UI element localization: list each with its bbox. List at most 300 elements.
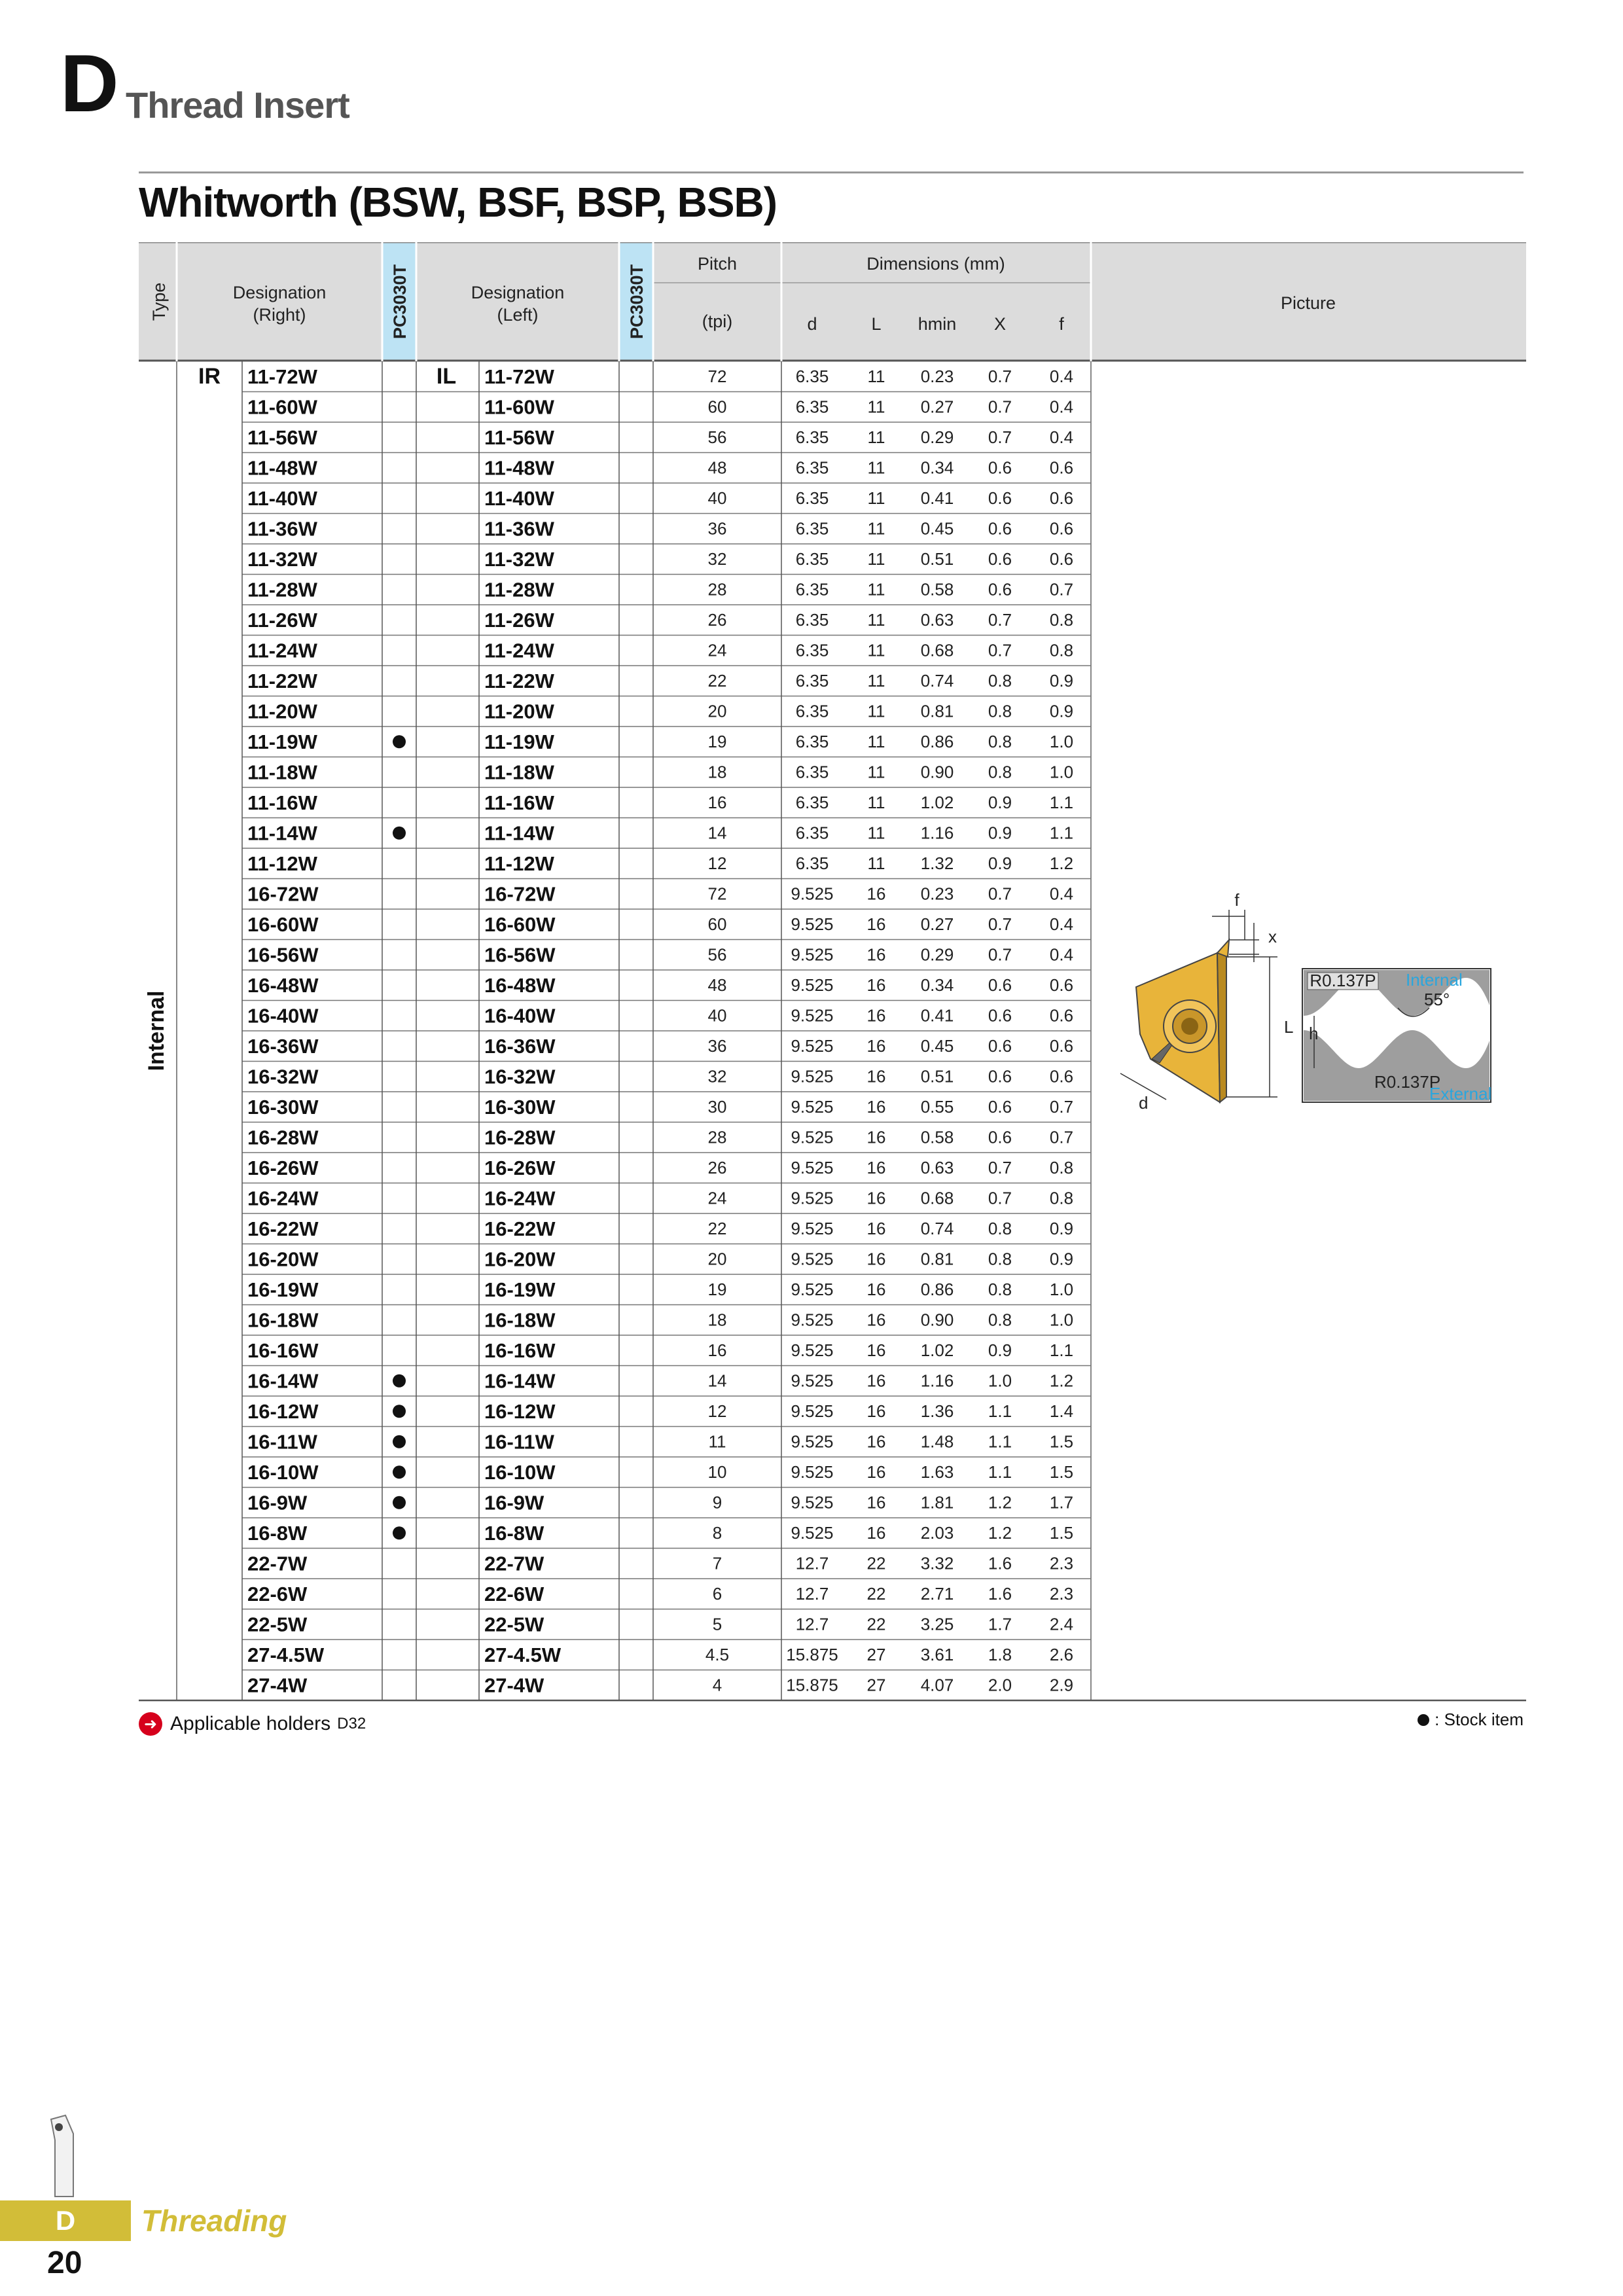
cell-hmin: 0.74	[920, 1219, 954, 1238]
thread-profile-box	[1302, 969, 1491, 1103]
designation-left: 16-10W	[484, 1461, 556, 1484]
cell-hmin: 2.71	[920, 1584, 954, 1604]
cell-pitch: 8	[712, 1523, 722, 1543]
cell-f: 0.8	[1049, 1158, 1074, 1177]
cell-d: 6.35	[795, 518, 829, 539]
cell-x: 0.9	[988, 823, 1012, 843]
section-letter: D	[60, 39, 119, 129]
cell-x: 0.8	[988, 1310, 1012, 1330]
cell-pitch: 24	[707, 640, 727, 660]
cell-d: 12.7	[795, 1614, 829, 1634]
cell-pitch: 5	[712, 1614, 722, 1634]
cell-hmin: 0.68	[920, 640, 954, 660]
cell-f: 0.8	[1049, 640, 1074, 660]
cell-x: 0.8	[988, 732, 1012, 751]
cell-f: 2.3	[1049, 1553, 1074, 1573]
cell-x: 0.6	[988, 975, 1012, 995]
cell-f: 2.3	[1049, 1584, 1074, 1604]
table-row	[242, 1244, 1091, 1275]
cell-d: 9.525	[791, 1462, 834, 1482]
designation-right: 16-20W	[247, 1247, 319, 1271]
table-row	[242, 1396, 1091, 1427]
cell-d: 9.525	[791, 1401, 834, 1421]
cell-d: 9.525	[791, 1158, 834, 1177]
cell-hmin: 0.45	[920, 518, 954, 539]
table-row	[242, 1640, 1091, 1670]
cell-pitch: 14	[707, 1371, 727, 1391]
cell-l: 16	[866, 1188, 886, 1208]
cell-x: 0.7	[988, 884, 1012, 904]
cell-hmin: 0.68	[920, 1188, 954, 1208]
applicable-holders[interactable]	[139, 1712, 366, 1736]
cell-x: 0.9	[988, 853, 1012, 873]
cell-hmin: 0.27	[920, 397, 954, 417]
cell-pitch: 36	[707, 518, 727, 539]
cell-pitch: 56	[707, 427, 727, 447]
cell-l: 16	[866, 975, 886, 995]
designation-left: 11-22W	[484, 670, 554, 692]
cell-pitch: 32	[707, 1066, 727, 1086]
dim-header-x: X	[993, 314, 1007, 334]
designation-right: 11-32W	[247, 548, 317, 571]
table-row	[242, 940, 1091, 971]
cell-hmin: 0.63	[920, 610, 954, 630]
table-row	[242, 1092, 1091, 1122]
cell-l: 16	[866, 914, 886, 934]
designation-right: 11-60W	[247, 395, 317, 419]
designation-right: 16-8W	[247, 1522, 308, 1545]
cell-d: 9.525	[791, 1219, 834, 1238]
designation-right: 16-24W	[247, 1187, 319, 1210]
cell-pitch: 9	[712, 1492, 722, 1513]
cell-l: 16	[866, 1462, 886, 1482]
designation-left: 11-14W	[484, 821, 554, 845]
cell-f: 1.5	[1049, 1431, 1074, 1452]
designation-left: 16-36W	[484, 1035, 556, 1058]
cell-f: 1.1	[1049, 1340, 1074, 1360]
designation-left: 22-5W	[484, 1613, 544, 1636]
cell-x: 0.7	[988, 397, 1012, 417]
cell-hmin: 3.25	[920, 1614, 954, 1634]
cell-d: 6.35	[795, 457, 829, 478]
cell-pitch: 16	[707, 793, 727, 812]
cell-pitch: 14	[707, 823, 727, 843]
cell-f: 0.4	[1049, 884, 1074, 904]
cell-l: 16	[866, 1371, 886, 1391]
holders-page-ref[interactable]: D32	[337, 1715, 366, 1732]
cell-l: 11	[867, 549, 885, 569]
cell-pitch: 32	[707, 549, 727, 569]
cell-x: 0.8	[988, 1219, 1012, 1238]
designation-right: 11-48W	[247, 456, 317, 480]
cell-hmin: 0.23	[920, 884, 954, 904]
cell-l: 16	[866, 1036, 886, 1056]
cell-l: 22	[866, 1614, 886, 1634]
cell-hmin: 0.45	[920, 1036, 954, 1056]
table-row	[242, 1122, 1091, 1153]
cell-hmin: 0.90	[920, 1310, 954, 1330]
designation-left: 11-19W	[484, 730, 554, 753]
designation-left: 16-28W	[484, 1126, 556, 1149]
cell-d: 9.525	[791, 1036, 834, 1056]
cell-hmin: 0.55	[920, 1097, 954, 1117]
cell-d: 12.7	[795, 1584, 829, 1604]
cell-d: 15.875	[786, 1675, 838, 1695]
designation-right: 16-10W	[247, 1461, 319, 1484]
dim-label-x: x	[1268, 927, 1277, 946]
table-row	[242, 666, 1091, 696]
cell-f: 0.6	[1049, 488, 1074, 508]
cell-hmin: 0.51	[920, 1066, 954, 1086]
designation-left: 22-7W	[484, 1552, 544, 1575]
cell-pitch: 7	[712, 1553, 722, 1573]
cell-l: 16	[866, 1097, 886, 1117]
designation-left: 11-12W	[484, 852, 554, 875]
cell-l: 16	[866, 1401, 886, 1421]
table-row	[242, 726, 1091, 757]
designation-right: 11-56W	[247, 426, 317, 449]
cell-hmin: 4.07	[920, 1675, 954, 1695]
cell-pitch: 4	[712, 1675, 722, 1695]
cell-hmin: 2.03	[920, 1523, 954, 1543]
cell-f: 0.6	[1049, 1036, 1074, 1056]
cell-d: 6.35	[795, 579, 829, 600]
table-row	[242, 1062, 1091, 1092]
table-row	[242, 1457, 1091, 1488]
cell-pitch: 12	[707, 853, 727, 873]
designation-right: 16-16W	[247, 1339, 319, 1362]
designation-left: 22-6W	[484, 1583, 544, 1605]
table-row	[242, 818, 1091, 849]
cell-f: 1.7	[1049, 1492, 1074, 1513]
cell-x: 0.7	[988, 914, 1012, 934]
dim-header-l: L	[871, 314, 882, 334]
cell-d: 6.35	[795, 549, 829, 569]
page-title: Whitworth (BSW, BSF, BSP, BSB)	[139, 179, 777, 226]
dim-header-hmin: hmin	[918, 314, 957, 334]
cell-l: 16	[866, 1066, 886, 1086]
designation-left: 11-20W	[484, 700, 554, 723]
cell-pitch: 28	[707, 579, 727, 600]
table-row	[242, 1549, 1091, 1579]
type-header: Type	[149, 282, 169, 321]
cell-pitch: 11	[708, 1431, 726, 1452]
cell-f: 2.9	[1049, 1675, 1074, 1695]
cell-f: 0.7	[1049, 1097, 1074, 1117]
table-row	[242, 1274, 1091, 1305]
cell-x: 0.7	[988, 610, 1012, 630]
cell-d: 6.35	[795, 671, 829, 691]
cell-x: 1.6	[988, 1553, 1012, 1573]
cell-f: 0.9	[1049, 1249, 1074, 1269]
cell-pitch: 4.5	[705, 1645, 730, 1664]
cell-x: 0.7	[988, 1158, 1012, 1177]
insert-picture	[1120, 890, 1491, 1113]
cell-hmin: 0.29	[920, 427, 954, 447]
cell-d: 9.525	[791, 1249, 834, 1269]
cell-pitch: 20	[707, 1249, 727, 1269]
designation-left: 16-32W	[484, 1065, 556, 1088]
designation-left: 27-4W	[484, 1674, 544, 1697]
cell-d: 6.35	[795, 701, 829, 721]
cell-hmin: 0.63	[920, 1158, 954, 1177]
cell-pitch: 19	[707, 732, 727, 751]
table-row	[242, 453, 1091, 484]
cell-f: 0.9	[1049, 701, 1074, 721]
cell-x: 1.2	[988, 1523, 1012, 1543]
cell-f: 1.2	[1049, 1371, 1074, 1391]
cell-d: 9.525	[791, 1280, 834, 1299]
table-row	[242, 1213, 1091, 1244]
stock-dot-icon	[393, 1435, 406, 1448]
designation-right-header-line1: Designation	[232, 283, 327, 302]
dimensions-header: Dimensions (mm)	[866, 254, 1005, 274]
designation-left: 11-40W	[484, 487, 554, 510]
designation-left: 11-24W	[484, 639, 554, 662]
cell-l: 11	[867, 427, 885, 447]
type-label-internal: Internal	[144, 990, 169, 1071]
profile-radius-bottom: R0.137P	[1374, 1072, 1441, 1092]
cell-d: 6.35	[795, 853, 829, 873]
designation-right: 11-26W	[247, 609, 317, 632]
stock-dot-icon	[393, 1405, 406, 1418]
cell-l: 11	[867, 488, 885, 508]
cell-d: 6.35	[795, 397, 829, 417]
designation-right: 16-30W	[247, 1096, 319, 1119]
designation-right: 11-18W	[247, 761, 317, 784]
cell-hmin: 0.81	[920, 701, 954, 721]
cell-l: 16	[866, 884, 886, 904]
cell-pitch: 48	[707, 457, 727, 478]
dim-label-d: d	[1139, 1093, 1149, 1113]
cell-x: 2.0	[988, 1675, 1012, 1695]
cell-l: 11	[867, 457, 885, 478]
cell-d: 9.525	[791, 1066, 834, 1086]
cell-x: 0.7	[988, 944, 1012, 965]
designation-left: 16-22W	[484, 1217, 556, 1240]
cell-x: 0.6	[988, 1005, 1012, 1026]
designation-left: 11-60W	[484, 395, 554, 419]
cell-l: 11	[867, 367, 885, 386]
cell-l: 11	[867, 640, 885, 660]
cell-l: 11	[867, 793, 885, 812]
cell-f: 1.1	[1049, 823, 1074, 843]
designation-right: 11-40W	[247, 487, 317, 510]
cell-d: 6.35	[795, 823, 829, 843]
cell-l: 11	[867, 762, 885, 782]
cell-d: 9.525	[791, 1097, 834, 1117]
cell-d: 6.35	[795, 610, 829, 630]
cell-x: 0.6	[988, 518, 1012, 539]
table-row	[242, 909, 1091, 940]
cell-l: 11	[867, 701, 885, 721]
cell-l: 11	[867, 518, 885, 539]
designation-right: 16-40W	[247, 1004, 319, 1028]
prefix-left: IL	[436, 364, 457, 389]
table-svg	[139, 242, 1526, 1708]
designation-left: 16-60W	[484, 913, 556, 936]
designation-right: 16-11W	[247, 1430, 317, 1454]
designation-left: 27-4.5W	[484, 1643, 562, 1666]
cell-hmin: 1.36	[920, 1401, 954, 1421]
designation-left: 16-18W	[484, 1308, 556, 1332]
cell-d: 9.525	[791, 1188, 834, 1208]
stock-dot-icon	[393, 1526, 406, 1539]
dim-header-f: f	[1059, 314, 1064, 334]
cell-hmin: 0.34	[920, 457, 954, 478]
designation-right: 11-28W	[247, 578, 317, 601]
cell-hmin: 0.86	[920, 732, 954, 751]
cell-f: 0.6	[1049, 549, 1074, 569]
cell-l: 27	[866, 1675, 886, 1695]
designation-right: 16-26W	[247, 1157, 319, 1179]
table-row	[242, 1609, 1091, 1640]
cell-hmin: 0.41	[920, 1005, 954, 1026]
cell-x: 1.0	[988, 1371, 1012, 1391]
table-row	[242, 605, 1091, 636]
cell-f: 0.8	[1049, 610, 1074, 630]
cell-f: 0.6	[1049, 1066, 1074, 1086]
cell-f: 0.6	[1049, 1005, 1074, 1026]
cell-hmin: 0.51	[920, 549, 954, 569]
cell-f: 0.4	[1049, 367, 1074, 386]
designation-left: 11-18W	[484, 761, 554, 784]
cell-f: 0.4	[1049, 944, 1074, 965]
cell-x: 1.2	[988, 1492, 1012, 1513]
dim-label-f: f	[1234, 890, 1240, 910]
cell-d: 9.525	[791, 1127, 834, 1147]
cell-l: 16	[866, 1158, 886, 1177]
designation-right: 16-22W	[247, 1217, 319, 1240]
designation-right: 16-72W	[247, 882, 319, 906]
designation-right: 22-7W	[247, 1552, 308, 1575]
cell-hmin: 0.81	[920, 1249, 954, 1269]
table-row	[242, 1518, 1091, 1549]
cell-d: 6.35	[795, 427, 829, 447]
cell-f: 1.0	[1049, 1280, 1074, 1299]
cell-pitch: 24	[707, 1188, 727, 1208]
cell-d: 6.35	[795, 732, 829, 751]
cell-d: 6.35	[795, 793, 829, 812]
cell-f: 0.7	[1049, 579, 1074, 600]
cell-pitch: 60	[707, 397, 727, 417]
table-row	[242, 757, 1091, 788]
cell-l: 16	[866, 1492, 886, 1513]
designation-right: 16-14W	[247, 1369, 319, 1393]
designation-right: 11-19W	[247, 730, 317, 753]
table-row	[242, 361, 1091, 392]
cell-x: 0.8	[988, 671, 1012, 691]
table-row	[242, 544, 1091, 575]
cell-d: 6.35	[795, 488, 829, 508]
cell-pitch: 40	[707, 1005, 727, 1026]
cell-x: 0.8	[988, 701, 1012, 721]
stock-dot-icon	[393, 735, 406, 748]
designation-left: 16-9W	[484, 1491, 544, 1515]
cell-f: 1.4	[1049, 1401, 1074, 1421]
section-tab[interactable]: D	[0, 2200, 131, 2241]
designation-right: 11-36W	[247, 517, 317, 541]
cell-l: 16	[866, 1310, 886, 1330]
table-row	[242, 1488, 1091, 1518]
designation-left: 16-19W	[484, 1278, 556, 1301]
cell-d: 9.525	[791, 884, 834, 904]
cell-hmin: 0.86	[920, 1280, 954, 1299]
table-row	[242, 696, 1091, 727]
cell-l: 16	[866, 1127, 886, 1147]
header-rule	[139, 171, 1524, 173]
pitch-unit-header: (tpi)	[702, 312, 733, 331]
cell-pitch: 6	[712, 1584, 722, 1604]
cell-l: 22	[866, 1584, 886, 1604]
designation-right: 16-36W	[247, 1035, 319, 1058]
cell-pitch: 28	[707, 1127, 727, 1147]
cell-f: 0.8	[1049, 1188, 1074, 1208]
table-row	[242, 1305, 1091, 1336]
table-row	[242, 1031, 1091, 1062]
designation-right: 16-60W	[247, 913, 319, 936]
arrow-right-icon: ➜	[139, 1712, 162, 1736]
designation-left: 16-48W	[484, 974, 556, 997]
designation-left: 11-26W	[484, 609, 554, 632]
cell-hmin: 1.81	[920, 1492, 954, 1513]
designation-left: 16-40W	[484, 1004, 556, 1028]
cell-pitch: 22	[707, 671, 727, 691]
cell-f: 1.5	[1049, 1523, 1074, 1543]
profile-angle: 55°	[1424, 990, 1450, 1009]
designation-left: 16-24W	[484, 1187, 556, 1210]
designation-left: 16-12W	[484, 1400, 556, 1423]
cell-f: 0.6	[1049, 975, 1074, 995]
cell-x: 0.6	[988, 1066, 1012, 1086]
cell-hmin: 0.34	[920, 975, 954, 995]
cell-x: 0.6	[988, 579, 1012, 600]
cell-l: 16	[866, 1280, 886, 1299]
designation-left-header-line1: Designation	[471, 283, 565, 302]
cell-l: 11	[867, 732, 885, 751]
cell-hmin: 1.16	[920, 823, 954, 843]
cell-hmin: 0.23	[920, 367, 954, 386]
cell-f: 0.6	[1049, 518, 1074, 539]
cell-l: 11	[867, 397, 885, 417]
cell-x: 0.8	[988, 1249, 1012, 1269]
designation-right: 16-56W	[247, 943, 319, 967]
cell-pitch: 72	[707, 367, 727, 386]
cell-hmin: 0.74	[920, 671, 954, 691]
cell-x: 0.7	[988, 367, 1012, 386]
cell-d: 9.525	[791, 1371, 834, 1391]
cell-pitch: 60	[707, 914, 727, 934]
cell-f: 1.1	[1049, 793, 1074, 812]
cell-x: 0.9	[988, 1340, 1012, 1360]
cell-d: 9.525	[791, 1492, 834, 1513]
cell-pitch: 30	[707, 1097, 727, 1117]
table-row	[242, 1001, 1091, 1031]
designation-right: 16-18W	[247, 1308, 319, 1332]
pitch-header: Pitch	[697, 254, 738, 274]
table-row	[242, 1366, 1091, 1397]
table-row	[242, 483, 1091, 514]
cell-hmin: 1.32	[920, 853, 954, 873]
cell-l: 16	[866, 1431, 886, 1452]
cell-l: 11	[867, 610, 885, 630]
cell-d: 6.35	[795, 367, 829, 386]
profile-internal-label: Internal	[1406, 970, 1463, 990]
table-row	[242, 848, 1091, 879]
table-row	[242, 787, 1091, 818]
cell-l: 16	[866, 1219, 886, 1238]
cell-d: 9.525	[791, 1523, 834, 1543]
